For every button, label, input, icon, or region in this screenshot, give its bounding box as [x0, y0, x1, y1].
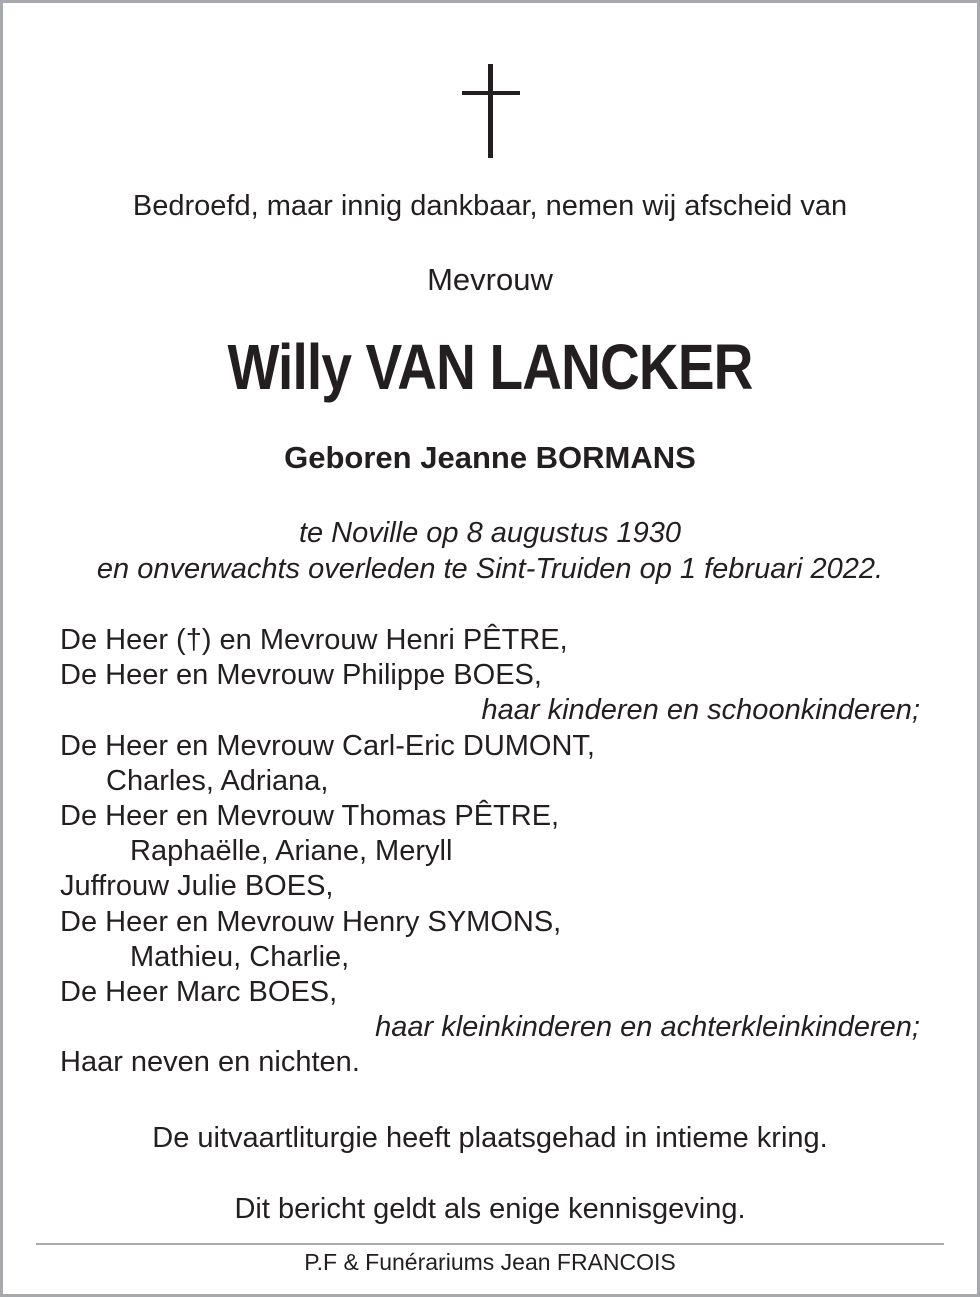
mourner-line: De Heer en Mevrouw Henry SYMONS,: [60, 905, 562, 938]
mourner-line: De Heer en Mevrouw Philippe BOES,: [60, 659, 542, 692]
mourner-line: De Heer en Mevrouw Carl-Eric DUMONT,: [60, 729, 595, 762]
relation-caption: haar kleinkinderen en achterkleinkinderen;: [375, 1011, 920, 1044]
mourner-line: De Heer Marc BOES,: [60, 975, 338, 1008]
intro-text: Bedroefd, maar innig dankbaar, nemen wij afscheid van: [132, 190, 848, 222]
mourner-line: Charles, Adriana,: [106, 764, 329, 797]
mourner-line: De Heer (†) en Mevrouw Henri PÊTRE,: [60, 624, 568, 656]
notice-text: Dit bericht geldt als enige kennisgeving.: [234, 1193, 746, 1225]
footer-divider: [36, 1243, 944, 1245]
liturgy-text: De uitvaartliturgie heeft plaatsgehad in intieme kring.: [152, 1122, 828, 1154]
mourner-line: Haar neven en nichten.: [60, 1046, 360, 1079]
maiden-name: Geboren Jeanne BORMANS: [284, 440, 696, 475]
mourner-line: De Heer en Mevrouw Thomas PÊTRE,: [60, 799, 560, 832]
honorific: Mevrouw: [427, 262, 553, 297]
deceased-name: Willy VAN LANCKER: [227, 331, 753, 403]
mourner-line: Raphaëlle, Ariane, Meryll: [130, 835, 453, 868]
birth-line: te Noville op 8 augustus 1930: [298, 517, 682, 549]
mourner-line: Mathieu, Charlie,: [130, 940, 350, 973]
mourners-list: [60, 623, 920, 1080]
funeral-home: P.F & Funérariums Jean FRANCOIS: [304, 1249, 676, 1275]
cross-icon: [462, 64, 520, 158]
mourner-line: Juffrouw Julie BOES,: [60, 870, 334, 903]
death-line: en onverwachts overleden te Sint-Truiden op 1 februari 2022.: [96, 553, 884, 585]
relation-caption: haar kinderen en schoonkinderen;: [481, 694, 920, 727]
